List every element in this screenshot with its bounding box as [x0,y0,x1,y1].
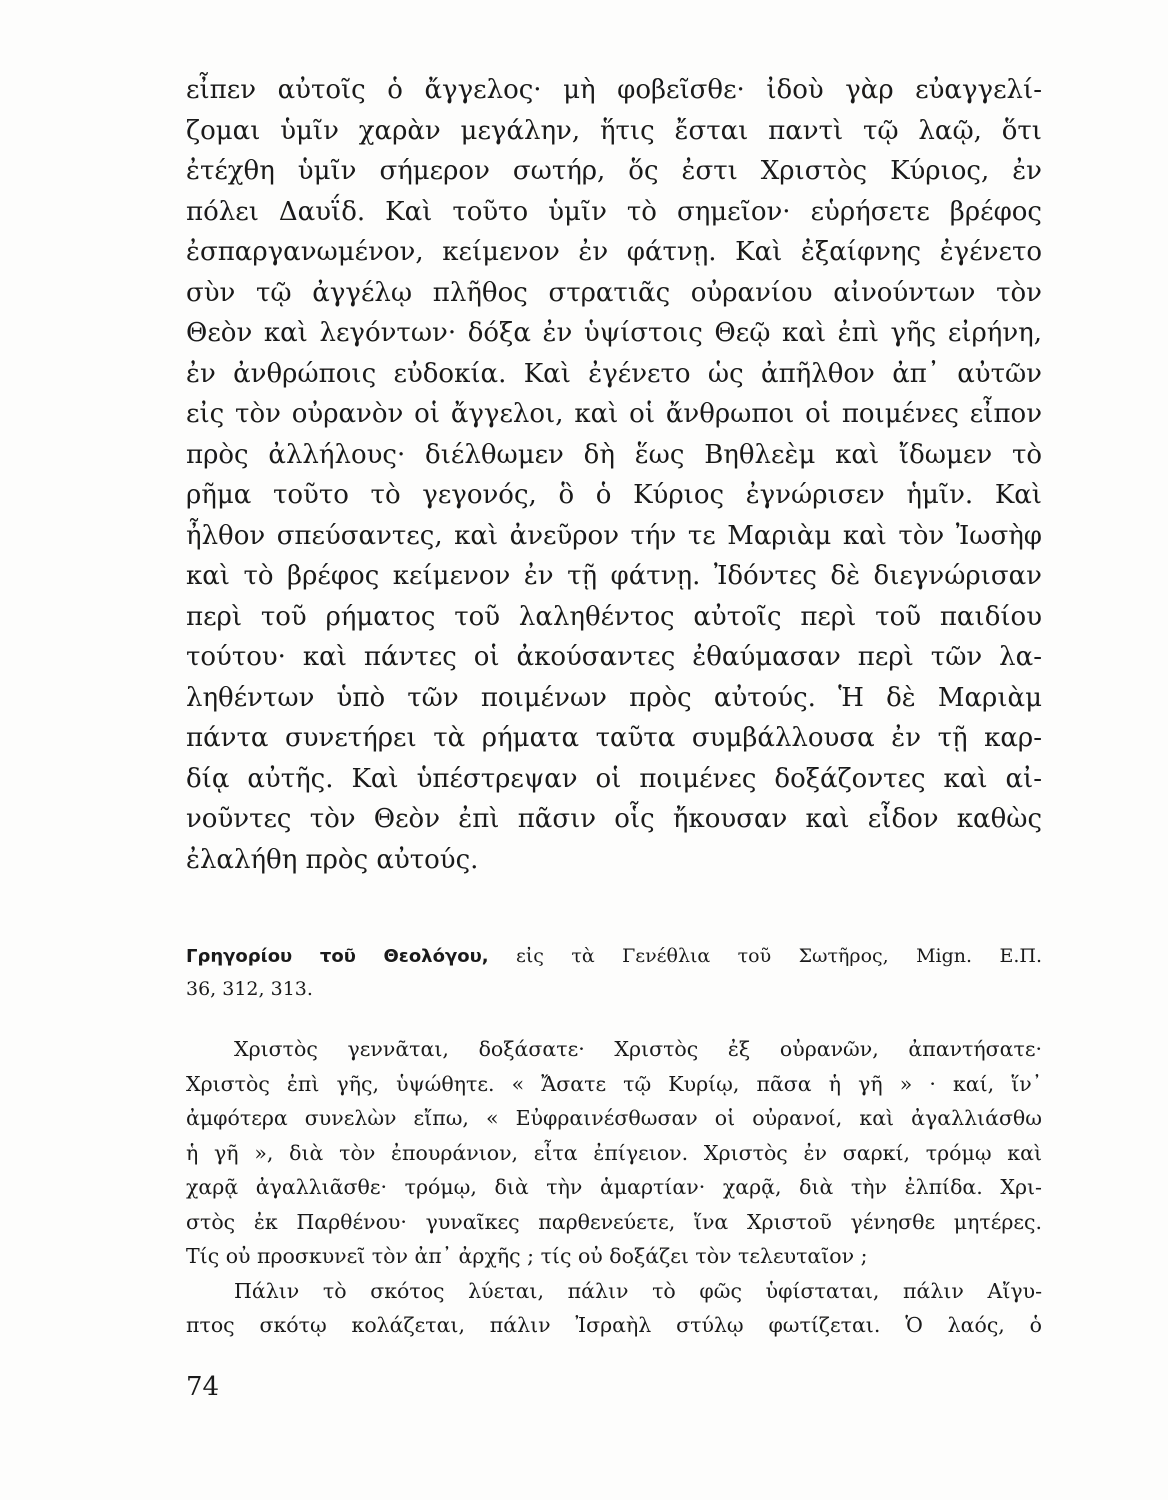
excerpt-line: Τίς οὐ προσκυνεῖ τὸν ἀπ᾿ ἀρχῆς ; τίς οὐ δοξάζει τὸν τελευταῖον ; [186,1244,868,1268]
excerpt-text-block [186,1032,1042,1343]
excerpt-line: πτος σκότῳ κολάζεται, πάλιν Ἰσραὴλ στύλῳ φωτίζεται. Ὁ λαός, ὁ [186,1313,1042,1337]
text-line: πάντα συνετήρει τὰ ρήματα ταῦτα συμβάλλουσα ἐν τῇ καρ- [186,723,1042,753]
citation-author: Γρηγορίου τοῦ Θεολόγου, [186,946,489,967]
text-line: ληθέντων ὑπὸ τῶν ποιμένων πρὸς αὐτούς. Ἡ δὲ Μαριὰμ [186,682,1042,713]
text-line: ἐτέχθη ὑμῖν σήμερον σωτήρ, ὅς ἐστι Χριστὸς Κύριος, ἐν [186,156,1042,186]
excerpt-line: Χριστὸς ἐπὶ γῆς, ὑψώθητε. « Ἄσατε τῷ Κυρίῳ, πᾶσα ἡ γῆ » · καί, ἵν᾿ [186,1071,1042,1096]
excerpt-line: ἀμφότερα συνελὼν εἴπω, « Εὐφραινέσθωσαν οἱ οὐρανοί, καὶ ἀγαλλιάσθω [186,1106,1042,1130]
excerpt-line: Πάλιν τὸ σκότος λύεται, πάλιν τὸ φῶς ὑφίσταται, πάλιν Αἴγυ- [234,1278,1042,1303]
excerpt-line: στὸς ἐκ Παρθένου· γυναῖκες παρθενεύετε, ἵνα Χριστοῦ γένησθε μητέρες. [186,1209,1042,1234]
text-line: Θεὸν καὶ λεγόντων· δόξα ἐν ὑψίστοις Θεῷ καὶ ἐπὶ γῆς εἰρήνη, [186,318,1042,348]
text-line: εἶπεν αὐτοῖς ὁ ἄγγελος· μὴ φοβεῖσθε· ἰδοὺ γὰρ εὐαγγελί- [186,75,1042,105]
text-line: ἐσπαργανωμένον, κείμενον ἐν φάτνῃ. Καὶ ἐξαίφνης ἐγένετο [186,237,1042,267]
main-text-block [186,70,1042,880]
text-line: εἰς τὸν οὐρανὸν οἱ ἄγγελοι, καὶ οἱ ἄνθρωποι οἱ ποιμένες εἶπον [186,399,1042,429]
text-line: ρῆμα τοῦτο τὸ γεγονός, ὃ ὁ Κύριος ἐγνώρισεν ἡμῖν. Καὶ [186,480,1042,510]
text-line: περὶ τοῦ ρήματος τοῦ λαληθέντος αὐτοῖς περὶ τοῦ παιδίου [186,601,1042,632]
page-number: 74 [186,1372,220,1402]
text-line: ἐλαλήθη πρὸς αὐτούς. [186,844,479,875]
text-line: ζομαι ὑμῖν χαρὰν μεγάλην, ἥτις ἔσται παντὶ τῷ λαῷ, ὅτι [186,115,1042,146]
text-line: πόλει Δαυΐδ. Καὶ τοῦτο ὑμῖν τὸ σημεῖον· εὑρήσετε βρέφος [186,196,1042,227]
excerpt-line: ἡ γῆ », διὰ τὸν ἐπουράνιον, εἶτα ἐπίγειον. Χριστὸς ἐν σαρκί, τρόμῳ καὶ [186,1140,1042,1165]
citation-reference: 36, 312, 313. [186,978,313,1000]
excerpt-line: Χριστὸς γεννᾶται, δοξάσατε· Χριστὸς ἐξ οὐρανῶν, ἀπαντήσατε· [234,1037,1042,1061]
text-line: τούτου· καὶ πάντες οἱ ἀκούσαντες ἐθαύμασαν περὶ τῶν λα- [186,642,1042,672]
text-line: σὺν τῷ ἀγγέλῳ πλῆθος στρατιᾶς οὐρανίου αἰνούντων τὸν [186,277,1042,308]
source-citation [186,940,1042,1006]
text-line: πρὸς ἀλλήλους· διέλθωμεν δὴ ἕως Βηθλεὲμ καὶ ἴδωμεν τὸ [186,439,1042,470]
text-line: δίᾳ αὐτῆς. Καὶ ὑπέστρεψαν οἱ ποιμένες δοξάζοντες καὶ αἰ- [186,763,1042,794]
citation-line [186,940,1042,973]
citation-work: εἰς τὰ Γενέθλια τοῦ Σωτῆρος, Mign. Ε.Π. [515,945,1042,967]
excerpt-line: χαρᾷ ἀγαλλιᾶσθε· τρόμῳ, διὰ τὴν ἁμαρτίαν· χαρᾷ, διὰ τὴν ἐλπίδα. Χρι- [186,1175,1042,1199]
text-line: καὶ τὸ βρέφος κείμενον ἐν τῇ φάτνῃ. Ἰδόντες δὲ διεγνώρισαν [186,561,1042,591]
text-line: ἦλθον σπεύσαντες, καὶ ἀνεῦρον τήν τε Μαριὰμ καὶ τὸν Ἰωσὴφ [186,520,1042,551]
text-line: ἐν ἀνθρώποις εὐδοκία. Καὶ ἐγένετο ὡς ἀπῆλθον ἀπ᾿ αὐτῶν [186,358,1042,389]
text-line: νοῦντες τὸν Θεὸν ἐπὶ πᾶσιν οἷς ἤκουσαν καὶ εἶδον καθὼς [186,804,1042,834]
